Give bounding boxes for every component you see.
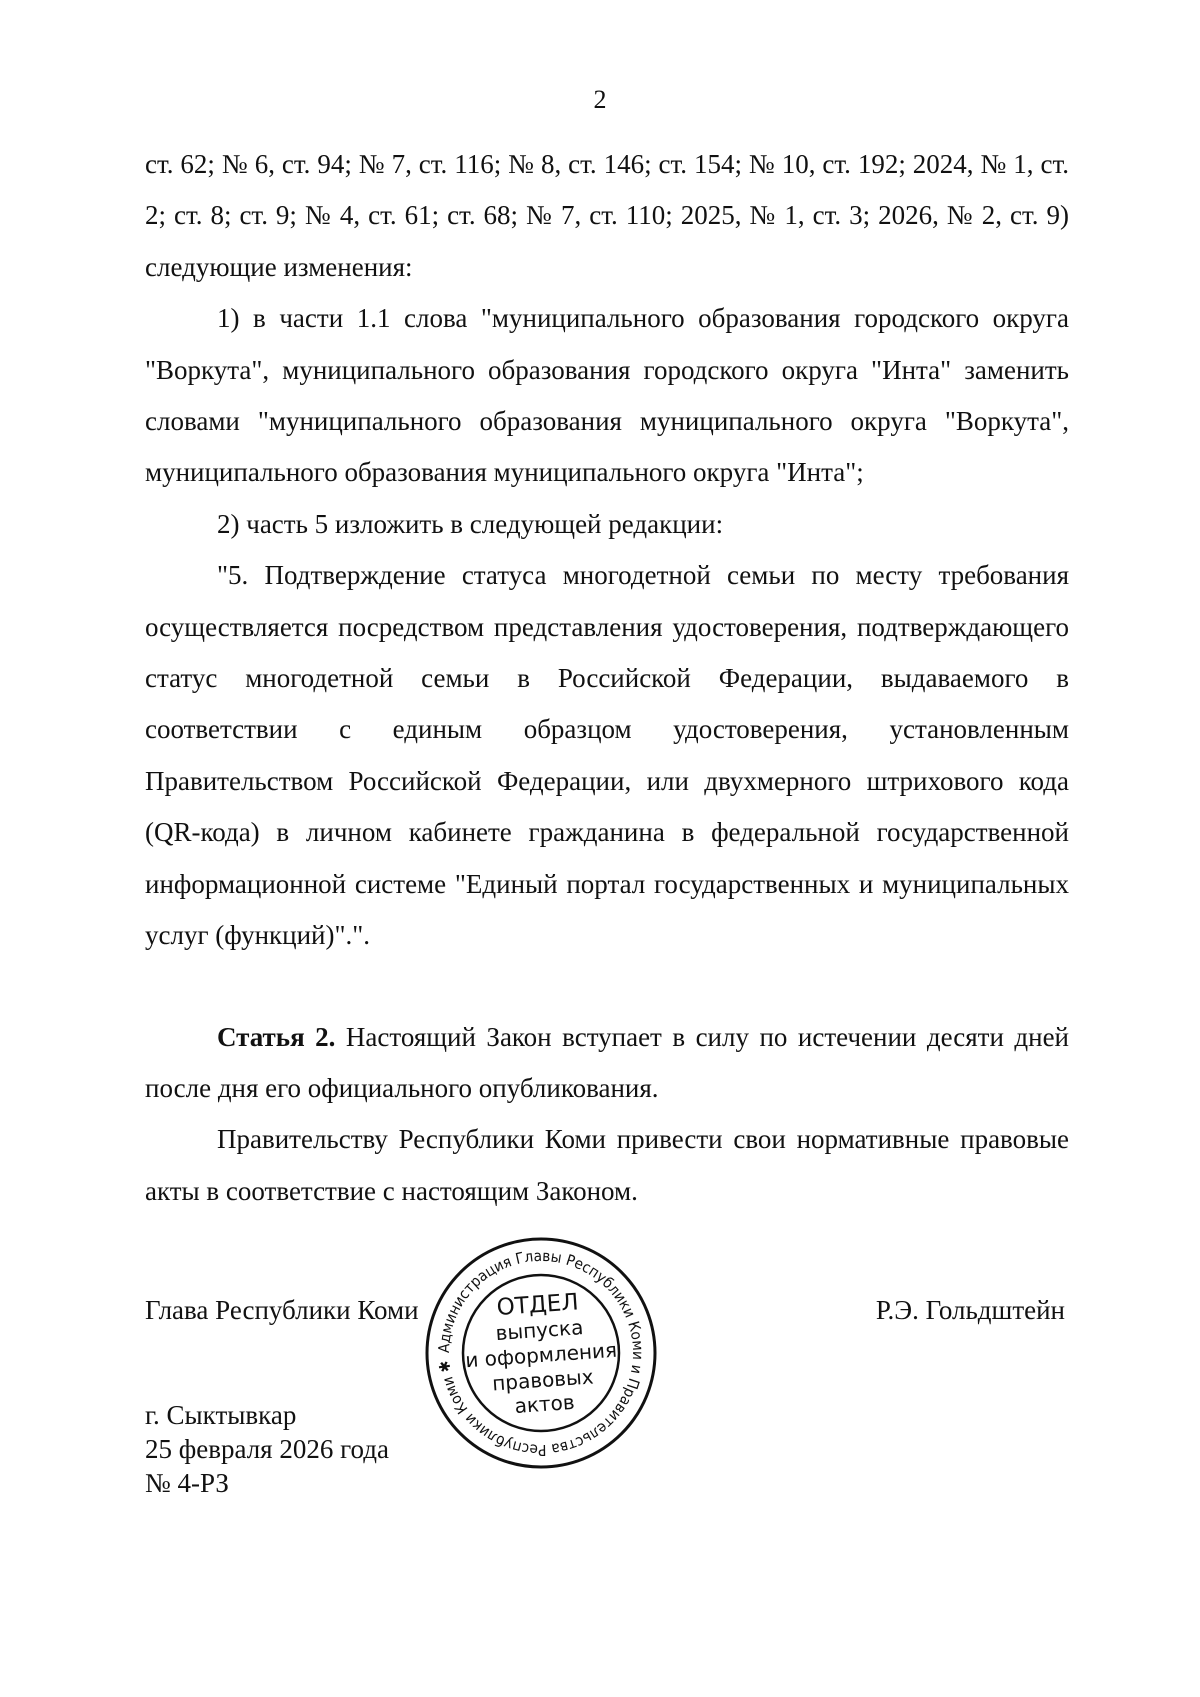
paragraph-continuation: ст. 62; № 6, ст. 94; № 7, ст. 116; № 8, ст. 146; ст. 154; № 10, ст. 192; 2024, № 1, ст. 2; ст. 8; ст. 9; № 4, ст. 61; ст. 68; № 7, ст. 110; 2025, № 1, ст. 3; 2026, № 2, ст. 9) следующие изменения:: [145, 149, 1069, 282]
seal-center-line: правовых: [491, 1364, 595, 1396]
article-2-text: Настоящий Закон вступает в силу по истечении десяти дней после дня его официального опубликования.: [145, 1021, 1070, 1103]
signatory-position: Глава Республики Коми: [145, 1295, 419, 1325]
article-2: [145, 1012, 1069, 1115]
seal-center-line: и оформления: [464, 1337, 618, 1373]
article-2-title: Статья 2.: [217, 1021, 336, 1052]
law-number: № 4-РЗ: [145, 1468, 229, 1498]
page-number: 2: [593, 85, 607, 114]
paragraph-amendment-2: 2) часть 5 изложить в следующей редакции:: [217, 508, 724, 539]
official-seal-stamp: [424, 1236, 658, 1470]
document-body: [145, 139, 1069, 1217]
paragraph-part-5: "5. Подтверждение статуса многодетной семьи по месту требования осуществляется посредством представления удостоверения, подтверждающего статус многодетной семьи в Российской Федерации, выдаваемого в соответствии с единым образцом удостоверения, установленным Правительством Российской Федерации, или двухмерного штрихового кода (QR-кода) в личном кабинете гражданина в федеральной государственной информационной системе "Единый портал государственных и муниципальных услуг (функций)".".: [145, 560, 1069, 951]
article-2-paragraph-2: Правительству Республики Коми привести свои нормативные правовые акты в соответствие с настоящим Законом.: [145, 1124, 1069, 1206]
issue-date: 25 февраля 2026 года: [145, 1434, 389, 1464]
paragraph-amendment-1: 1) в части 1.1 слова "муниципального образования городского округа "Воркута", муниципального образования городского округа "Инта" заменить словами "муниципального образования муниципального округа "Воркута", муниципального образования муниципального округа "Инта";: [145, 303, 1069, 488]
seal-center-line: актов: [513, 1389, 576, 1418]
seal-ring-text: Администрация Главы Республики Коми и Правительства Республики Коми ✱: [434, 1246, 648, 1460]
issue-details: [145, 1398, 389, 1500]
seal-center-line: выпуска: [494, 1315, 585, 1346]
signatory-name: Р.Э. Гольдштейн: [875, 1295, 1065, 1325]
seal-center-line: ОТДЕЛ: [495, 1289, 580, 1321]
issue-city: г. Сыктывкар: [145, 1400, 297, 1430]
